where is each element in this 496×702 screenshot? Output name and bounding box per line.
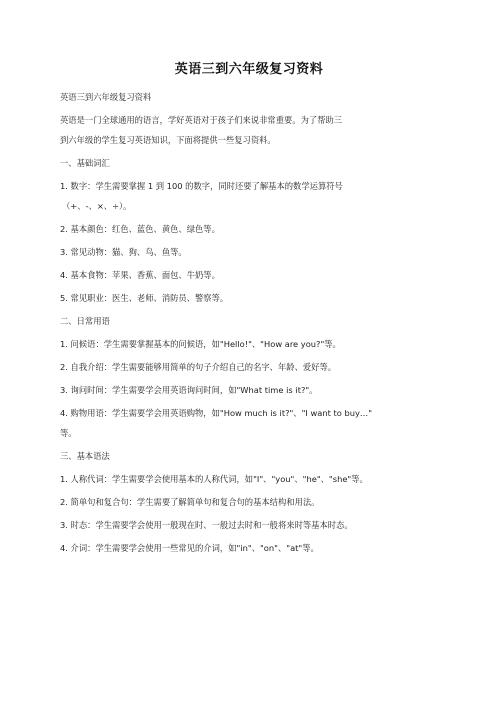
list-item xyxy=(60,180,438,212)
list-item-continuation: 等。 xyxy=(60,428,77,438)
intro-paragraph xyxy=(60,114,438,146)
document-title: 英语三到六年级复习资料 xyxy=(174,62,324,77)
list-item-text: 5. 常见职业：医生、老师、消防员、警察等。 xyxy=(60,293,229,303)
section-heading: 二、日常用语 xyxy=(60,316,110,326)
list-item xyxy=(60,473,438,485)
document-subtitle: 英语三到六年级复习资料 xyxy=(60,92,152,102)
list-item xyxy=(60,542,438,554)
section-daily-expressions xyxy=(60,315,438,439)
list-item-text: 1. 数字：学生需要掌握 1 到 100 的数字，同时还要了解基本的数学运算符号 xyxy=(60,181,343,191)
list-item xyxy=(60,223,438,235)
list-item-text: 3. 常见动物：猫、狗、鸟、鱼等。 xyxy=(60,247,187,257)
list-item-text: 2. 自我介绍：学生需要能够用简单的句子介绍自己的名字、年龄、爱好等。 xyxy=(60,362,337,372)
list-item-text: 2. 简单句和复合句：学生需要了解简单句和复合句的基本结构和用法。 xyxy=(60,497,320,507)
list-item xyxy=(60,269,438,281)
list-item-text: 2. 基本颜色：红色、蓝色、黄色、绿色等。 xyxy=(60,224,220,234)
intro-line: 到六年级的学生复习英语知识，下面将提供一些复习资料。 xyxy=(60,135,276,145)
list-item-text: 1. 问候语：学生需要掌握基本的问候语，如"Hello!"、"How are you?"等。 xyxy=(60,339,341,349)
list-item xyxy=(60,246,438,258)
list-item xyxy=(60,496,438,508)
list-item-text: 3. 询问时间：学生需要学会用英语询问时间，如"What time is it?"。 xyxy=(60,385,318,395)
list-item-continuation: （+、-、×、÷）。 xyxy=(62,201,132,211)
list-item-text: 1. 人称代词：学生需要学会使用基本的人称代词，如"I"、"you"、"he"、"she"等。 xyxy=(60,474,368,484)
list-item-text: 3. 时态：学生需要学会使用一般现在时、一般过去时和一般将来时等基本时态。 xyxy=(60,520,353,530)
list-item xyxy=(60,519,438,531)
section-basic-grammar xyxy=(60,450,438,554)
list-item xyxy=(60,407,438,439)
list-item xyxy=(60,338,438,350)
section-heading: 一、基础词汇 xyxy=(60,158,110,168)
list-item-text: 4. 基本食物：苹果、香蕉、面包、牛奶等。 xyxy=(60,270,220,280)
list-item xyxy=(60,361,438,373)
list-item xyxy=(60,384,438,396)
list-item-text: 4. 购物用语：学生需要学会用英语购物，如"How much is it?"、"I want to buy…" xyxy=(60,408,373,418)
list-item-text: 4. 介词：学生需要学会使用一些常见的介词，如"in"、"on"、"at"等。 xyxy=(60,543,319,553)
list-item xyxy=(60,292,438,304)
section-heading: 三、基本语法 xyxy=(60,451,110,461)
section-basic-vocabulary xyxy=(60,157,438,304)
intro-line: 英语是一门全球通用的语言，学好英语对于孩子们来说非常重要。为了帮助三 xyxy=(60,115,343,125)
